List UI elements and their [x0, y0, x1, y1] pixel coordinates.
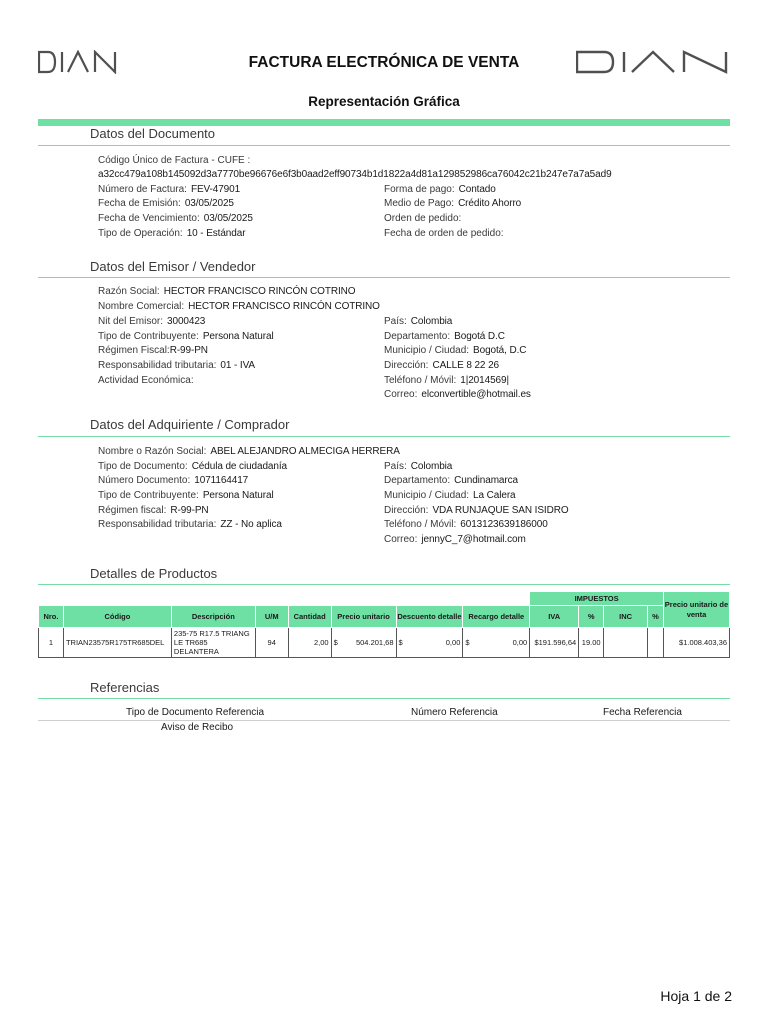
municipio-value: Bogotá, D.C — [473, 345, 527, 356]
razon-social-label: Razón Social: — [98, 286, 160, 297]
municipio-value: La Calera — [473, 490, 516, 501]
departamento-value: Bogotá D.C — [454, 331, 505, 342]
cell-recargo — [463, 628, 530, 658]
departamento-label: Departamento: — [384, 475, 451, 486]
tipo-operacion-value: 10 - Estándar — [186, 228, 246, 239]
regimen-fiscal-value: R-99-PN — [169, 345, 208, 356]
field-regimen-fiscal — [98, 345, 208, 356]
th-recargo: Recargo detalle — [463, 606, 530, 628]
numero-documento-value: 1071164417 — [194, 475, 249, 486]
fecha-emision-value: 03/05/2025 — [184, 198, 234, 209]
section-title-emisor: Datos del Emisor / Vendedor — [90, 259, 256, 274]
field-tipo-contribuyente-adq — [98, 490, 274, 501]
numero-factura-value: FEV-47901 — [190, 184, 241, 195]
products-table — [38, 591, 730, 658]
pais-value: Colombia — [410, 461, 453, 472]
th-precio-venta: Precio unitario de venta — [663, 592, 729, 628]
departamento-value: Cundinamarca — [454, 475, 518, 486]
responsabilidad-label: Responsabilidad tributaria: — [98, 519, 217, 530]
fecha-vencimiento-value: 03/05/2025 — [203, 213, 253, 224]
direccion-value: CALLE 8 22 26 — [432, 360, 499, 371]
field-forma-pago — [384, 184, 496, 195]
cell-cantidad: 2,00 — [288, 628, 331, 658]
telefono-label: Teléfono / Móvil: — [384, 375, 457, 386]
nombre-comercial-label: Nombre Comercial: — [98, 301, 185, 312]
field-tipo-documento — [98, 461, 287, 472]
numero-documento-label: Número Documento: — [98, 475, 191, 486]
cell-inc — [604, 628, 648, 658]
field-tipo-operacion — [98, 228, 245, 239]
ref-row-tipo: Aviso de Recibo — [161, 722, 234, 733]
field-departamento-emisor — [384, 331, 505, 342]
cufe-label: Código Único de Factura - CUFE : — [98, 155, 251, 166]
field-fecha-vencimiento — [98, 213, 253, 224]
tipo-documento-label: Tipo de Documento: — [98, 461, 188, 472]
field-nombre-comercial — [98, 301, 380, 312]
field-municipio-adquiriente — [384, 490, 516, 501]
field-orden-pedido — [384, 213, 465, 224]
th-precio-unitario: Precio unitario — [331, 606, 396, 628]
field-nombre-adquiriente — [98, 446, 400, 457]
field-pais-adquiriente — [384, 461, 452, 472]
field-razon-social — [98, 286, 355, 297]
currency-symbol: $ — [398, 638, 403, 647]
page-number: Hoja 1 de 2 — [660, 988, 732, 1004]
forma-pago-label: Forma de pago: — [384, 184, 455, 195]
tipo-contribuyente-label: Tipo de Contribuyente: — [98, 331, 199, 342]
th-inc-pct: % — [648, 606, 664, 628]
nombre-adquiriente-value: ABEL ALEJANDRO ALMECIGA HERRERA — [210, 446, 400, 457]
telefono-value: 1|2014569| — [460, 375, 509, 386]
direccion-label: Dirección: — [384, 360, 429, 371]
section-title-documento: Datos del Documento — [90, 126, 216, 141]
section-divider — [38, 277, 730, 278]
cufe-value: a32cc479a108b145092d3a7770be96676e6f3b0aad2eff90734b1d1822a4d81a129852986ca76042c21b247e7a7a5ad9 — [98, 169, 612, 180]
field-direccion-adquiriente — [384, 505, 569, 516]
ref-col-fecha: Fecha Referencia — [603, 707, 682, 718]
field-departamento-adquiriente — [384, 475, 518, 486]
section-divider — [38, 698, 730, 699]
orden-pedido-label: Orden de pedido: — [384, 213, 462, 224]
field-numero-factura — [98, 184, 240, 195]
cell-codigo: TRIAN23575R175TR685DEL — [63, 628, 171, 658]
header-accent-band — [38, 119, 730, 126]
field-fecha-orden — [384, 228, 508, 239]
fecha-vencimiento-label: Fecha de Vencimiento: — [98, 213, 200, 224]
actividad-economica-label: Actividad Económica: — [98, 375, 194, 386]
field-tipo-contribuyente — [98, 331, 274, 342]
field-correo-adquiriente — [384, 534, 526, 545]
regimen-fiscal-label: Régimen fiscal: — [98, 505, 167, 516]
responsabilidad-value: ZZ - No aplica — [220, 519, 282, 530]
field-correo-emisor — [384, 389, 531, 400]
th-descuento: Descuento detalle — [396, 606, 463, 628]
field-actividad-economica — [98, 375, 198, 386]
telefono-value: 6013123639186000 — [460, 519, 548, 530]
field-telefono-adquiriente — [384, 519, 548, 530]
section-title-adquiriente: Datos del Adquiriente / Comprador — [90, 417, 290, 432]
tipo-operacion-label: Tipo de Operación: — [98, 228, 183, 239]
medio-pago-value: Crédito Ahorro — [458, 198, 522, 209]
section-divider — [38, 145, 730, 146]
cell-descripcion: 235-75 R17.5 TRIANG LE TR685 DELANTERA — [171, 628, 255, 658]
th-impuestos: IMPUESTOS — [530, 592, 664, 606]
medio-pago-label: Medio de Pago: — [384, 198, 455, 209]
tipo-contribuyente-value: Persona Natural — [202, 490, 274, 501]
fecha-orden-label: Fecha de orden de pedido: — [384, 228, 504, 239]
th-cantidad: Cantidad — [288, 606, 331, 628]
telefono-label: Teléfono / Móvil: — [384, 519, 457, 530]
th-um: U/M — [255, 606, 288, 628]
nit-emisor-value: 3000423 — [167, 316, 206, 327]
correo-label: Correo: — [384, 534, 418, 545]
field-regimen-fiscal-adq — [98, 505, 209, 516]
responsabilidad-value: 01 - IVA — [220, 360, 255, 371]
correo-value: elconvertible@hotmail.es — [421, 389, 531, 400]
field-telefono-emisor — [384, 375, 509, 386]
th-iva: IVA — [530, 606, 579, 628]
forma-pago-value: Contado — [458, 184, 496, 195]
responsabilidad-label: Responsabilidad tributaria: — [98, 360, 217, 371]
recargo-value: 0,00 — [512, 638, 528, 647]
dian-logo-left — [38, 50, 118, 74]
municipio-label: Municipio / Ciudad: — [384, 490, 470, 501]
th-inc: INC — [604, 606, 648, 628]
nit-emisor-label: Nit del Emisor: — [98, 316, 164, 327]
direccion-label: Dirección: — [384, 505, 429, 516]
currency-symbol: $ — [465, 638, 470, 647]
cell-iva-pct: 19.00 — [579, 628, 604, 658]
field-numero-documento — [98, 475, 248, 486]
nombre-comercial-value: HECTOR FRANCISCO RINCÓN COTRINO — [188, 301, 380, 312]
regimen-fiscal-value: R-99-PN — [170, 505, 209, 516]
direccion-value: VDA RUNJAQUE SAN ISIDRO — [432, 505, 569, 516]
field-medio-pago — [384, 198, 521, 209]
field-municipio-emisor — [384, 345, 526, 356]
pais-value: Colombia — [410, 316, 453, 327]
cell-um: 94 — [255, 628, 288, 658]
th-codigo: Código — [63, 606, 171, 628]
cell-precio-venta: $1.008.403,36 — [663, 628, 729, 658]
ref-divider — [38, 720, 730, 721]
ref-col-numero: Número Referencia — [411, 707, 498, 718]
fecha-emision-label: Fecha de Emisión: — [98, 198, 181, 209]
section-title-productos: Detalles de Productos — [90, 566, 218, 581]
ref-col-tipo: Tipo de Documento Referencia — [126, 707, 265, 718]
tipo-contribuyente-value: Persona Natural — [202, 331, 274, 342]
descuento-value: 0,00 — [445, 638, 461, 647]
cell-iva: $191.596,64 — [530, 628, 579, 658]
document-title: FACTURA ELECTRÓNICA DE VENTA — [248, 54, 520, 71]
field-pais-emisor — [384, 316, 452, 327]
tipo-documento-value: Cédula de ciudadanía — [191, 461, 287, 472]
pais-label: País: — [384, 461, 407, 472]
cufe-label-row — [98, 155, 254, 166]
departamento-label: Departamento: — [384, 331, 451, 342]
cell-precio-unitario — [331, 628, 396, 658]
section-title-referencias: Referencias — [90, 680, 160, 695]
cell-inc-pct — [648, 628, 664, 658]
th-nro: Nro. — [39, 606, 64, 628]
cell-descuento — [396, 628, 463, 658]
th-descripcion: Descripción — [171, 606, 255, 628]
field-nit-emisor — [98, 316, 205, 327]
numero-factura-label: Número de Factura: — [98, 184, 187, 195]
field-direccion-emisor — [384, 360, 499, 371]
tipo-contribuyente-label: Tipo de Contribuyente: — [98, 490, 199, 501]
document-subtitle: Representación Gráfica — [308, 94, 460, 109]
pais-label: País: — [384, 316, 407, 327]
correo-value: jennyC_7@hotmail.com — [421, 534, 526, 545]
table-row — [39, 628, 730, 658]
razon-social-value: HECTOR FRANCISCO RINCÓN COTRINO — [163, 286, 356, 297]
regimen-fiscal-label: Régimen Fiscal: — [98, 345, 170, 356]
cell-nro: 1 — [39, 628, 64, 658]
precio-unitario-value: 504.201,68 — [355, 638, 394, 647]
field-responsabilidad — [98, 360, 255, 371]
nombre-adquiriente-label: Nombre o Razón Social: — [98, 446, 207, 457]
field-responsabilidad-adq — [98, 519, 282, 530]
section-divider — [38, 436, 730, 437]
correo-label: Correo: — [384, 389, 418, 400]
currency-symbol: $ — [333, 638, 338, 647]
th-iva-pct: % — [579, 606, 604, 628]
field-fecha-emision — [98, 198, 234, 209]
municipio-label: Municipio / Ciudad: — [384, 345, 470, 356]
section-divider — [38, 584, 730, 585]
